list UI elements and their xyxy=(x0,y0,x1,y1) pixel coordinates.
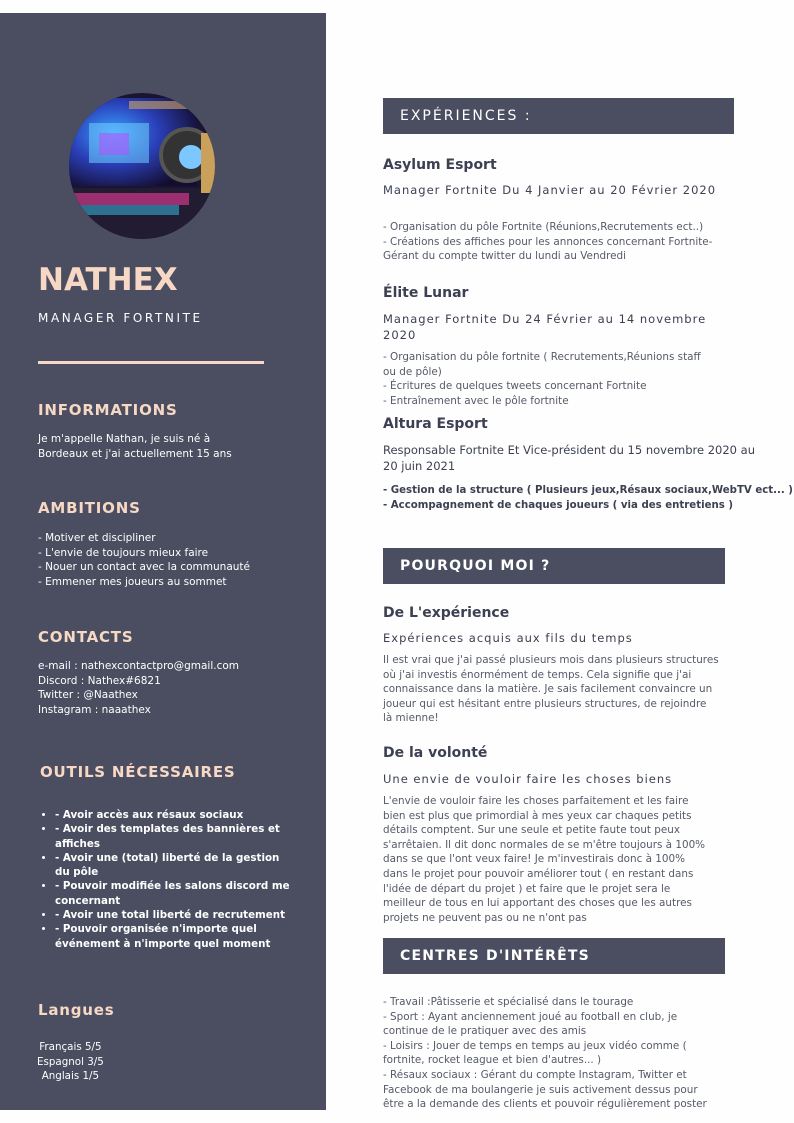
company-name: Altura Esport xyxy=(383,416,488,432)
tools-list xyxy=(38,808,295,951)
company-name: Asylum Esport xyxy=(383,157,497,173)
job-period: Responsable Fortnite Et Vice-président du 15 novembre 2020 au 20 juin 2021 xyxy=(383,443,755,473)
list-item: • - Pouvoir modifiée les salons discord me concernant xyxy=(55,879,295,908)
profile-photo xyxy=(69,93,215,239)
job-description: - Gestion de la structure ( Plusieurs jeux,Résaux sociaux,WebTV ect... ) - Accompagnement de chaques joueurs ( via des entretiens ) xyxy=(383,485,793,511)
list-item: Anglais 1/5 xyxy=(41,1070,100,1082)
divider xyxy=(38,361,264,364)
list-item: - L'envie de toujours mieux faire xyxy=(38,546,209,559)
list-item: - Motiver et discipliner xyxy=(38,532,156,544)
candidate-name: NATHEX xyxy=(38,262,178,298)
reason-heading: De la volonté xyxy=(383,745,488,761)
job-description: - Organisation du pôle fortnite ( Recrutements,Réunions staff ou de pôle) - Écritures de quelques tweets concernant Fortnite - Entraînement avec le pôle fortnite xyxy=(383,351,701,407)
reason-text: Il est vrai que j'ai passé plusieurs mois dans plusieurs structures où j'ai investis énormément de temps. Cela signifie que j'ai connaissance dans la matière. Je sais facilement convaincre un joueur qui est hésitant entre plusieurs structures, de rejoindre là mienne! xyxy=(383,654,719,725)
list-item: • - Avoir accès aux résaux sociaux xyxy=(55,808,295,822)
list-item: - Nouer un contact avec la communauté xyxy=(38,561,250,574)
interets-list: - Travail :Pâtisserie et spécialisé dans le tourage - Sport : Ayant anciennement joué au football en club, je continue de le pratiquer avec des amis - Loisirs : Jouer de temps en temps au jeux vidéo comme ( fortnite, rocket league et bien d'autres... ) - Résaux sociaux : Gérant du compte Instagram, Twitter et Facebook de ma boulangerie je suis activement dessus pour être a la demande des clients et pouvoir régulièrement poster xyxy=(383,996,707,1111)
twitter-line: Twitter : @Naathex xyxy=(38,689,138,702)
list-item: - Emmener mes joueurs au sommet xyxy=(38,575,227,588)
job-description: - Organisation du pôle Fortnite (Réunions,Recrutements ect..) - Créations des affiches pour les annonces concernant Fortnite- Gérant du compte twitter du lundi au Vendredi xyxy=(383,221,713,263)
job-period: Manager Fortnite Du 4 Janvier au 20 Février 2020 xyxy=(383,183,717,197)
reason-subtitle: Une envie de vouloir faire les choses biens xyxy=(383,772,673,786)
contacts-list xyxy=(38,659,239,717)
list-item: Français 5/5 xyxy=(39,1041,102,1053)
reason-text: L'envie de vouloir faire les choses parfaitement et les faire bien est plus que primordial à mes yeux car chaques petits détails comptent. Sur une seule et petite faute tout peux s'arrêtaien. Il dit donc normales de se m'être toujours à 100% dans se que l'ont veux faire! Je m'investirais donc à 100% dans le projet pour pouvoir améliorer tout ( en restant dans l'idée de départ du projet ) et faire que le projet sera le meilleur de tous en lui apportant des choses que les autres projets ne peuvent pas ou ne n'ont pas xyxy=(383,795,706,924)
instagram-line: Instagram : naaathex xyxy=(38,703,151,716)
ambitions-list xyxy=(38,531,250,589)
informations-heading: INFORMATIONS xyxy=(38,401,178,419)
list-item: • - Pouvoir organisée n'importe quel événement à n'importe quel moment xyxy=(55,922,295,951)
reason-subtitle: Expériences acquis aux fils du temps xyxy=(383,631,633,645)
discord-line: Discord : Nathex#6821 xyxy=(38,674,161,687)
list-item: • - Avoir une (total) liberté de la gestion du pôle xyxy=(55,851,295,880)
company-name: Élite Lunar xyxy=(383,285,469,301)
list-item: Espagnol 3/5 xyxy=(37,1055,104,1068)
langues-heading: Langues xyxy=(38,1001,115,1019)
email-line: e-mail : nathexcontactpro@gmail.com xyxy=(38,660,240,672)
job-period: Manager Fortnite Du 24 Février au 14 novembre 2020 xyxy=(383,312,707,342)
list-item: • - Avoir une total liberté de recrutement xyxy=(55,908,295,922)
reason-heading: De L'expérience xyxy=(383,605,510,621)
experiences-banner: EXPÉRIENCES : xyxy=(383,98,734,134)
pourquoi-banner: POURQUOI MOI ? xyxy=(383,548,725,584)
candidate-role: MANAGER FORTNITE xyxy=(38,311,203,325)
informations-text: Je m'appelle Nathan, je suis né à Bordeaux et j'ai actuellement 15 ans xyxy=(38,433,232,460)
langues-list xyxy=(37,1040,104,1084)
ambitions-heading: AMBITIONS xyxy=(38,499,141,517)
tools-heading: OUTILS NÉCESSAIRES xyxy=(40,763,236,781)
list-item: • - Avoir des templates des bannières et affiches xyxy=(55,822,295,851)
interets-banner: CENTRES D'INTÉRÊTS xyxy=(383,938,725,974)
contacts-heading: CONTACTS xyxy=(38,628,134,646)
